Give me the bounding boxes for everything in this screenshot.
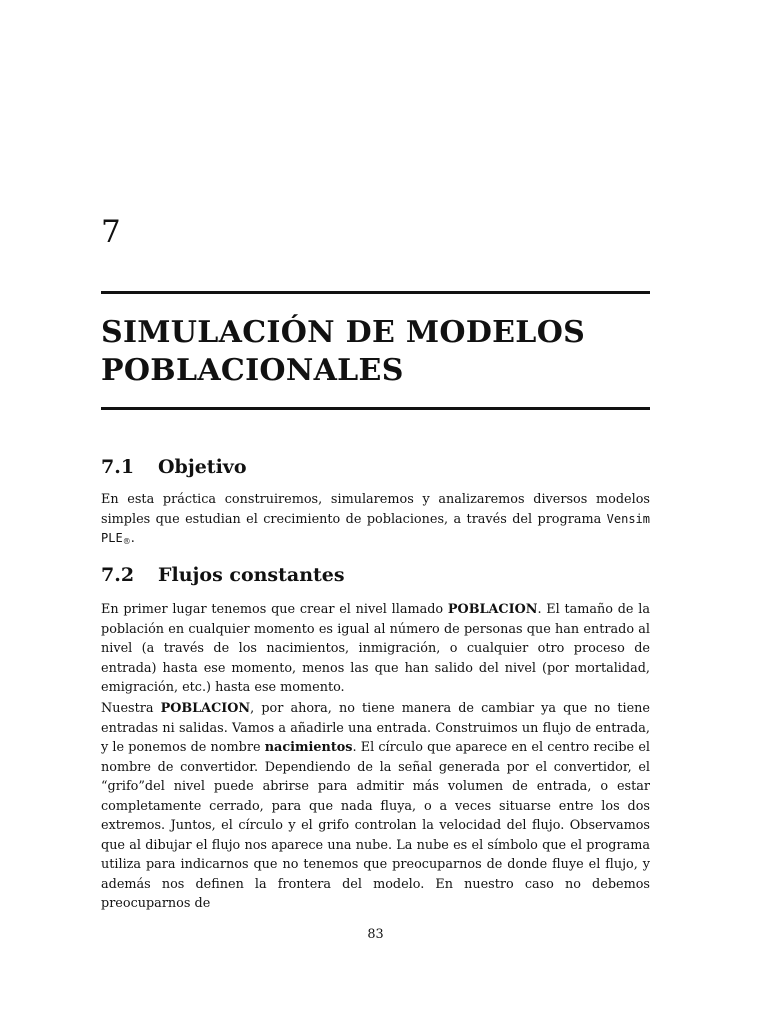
bold-term: POBLACION (447, 602, 538, 617)
page-number: 83 (367, 927, 384, 942)
paragraph-text: Nuestra (101, 701, 161, 716)
section-number: 7.1 (101, 456, 135, 478)
paragraph-text: . (130, 531, 135, 546)
paragraph-text: . El tamaño de la población en cualquier momento es igual al número de personas que han entrado al nivel (a través de los nacimientos, inmigración, o cualquier otro proceso de entrada) hasta ese momento, menos las que han salido del nivel (por mortalidad, emigración, etc.) hasta ese momento. (101, 602, 650, 695)
chapter-number: 7 (101, 214, 121, 250)
paragraph-text: En esta práctica construiremos, simularemos y analizaremos diversos modelos simples que estudian el crecimiento de poblaciones, a través del programa (101, 492, 650, 527)
paragraph-flujos-2 (101, 699, 650, 914)
top-rule (101, 291, 650, 294)
section-title: Objetivo (158, 456, 247, 478)
document-page (101, 0, 650, 1024)
program-name: Vensim PLE (101, 511, 650, 545)
paragraph-flujos-1 (101, 600, 650, 698)
paragraph-text: . El círculo que aparece en el centro recibe el nombre de convertidor. Dependiendo de la señal generada por el convertidor, el “grifo”del nivel puede abrirse para admitir más volumen de entrada, o estar completamente cerrado, para que nada fluya, o a veces situarse entre los dos extremos. Juntos, el círculo y el grifo controlan la velocidad del flujo. Observamos que al dibujar el flujo nos aparece una nube. La nube es el símbolo que el programa utiliza para indicarnos que no tenemos que preocuparnos de donde fluye el flujo, y además nos definen la frontera del modelo. En nuestro caso no debemos preocuparnos de (101, 740, 650, 911)
bold-term: POBLACION (160, 701, 251, 716)
registered-mark: ® (122, 537, 131, 546)
section-number: 7.2 (101, 564, 135, 586)
paragraph-text: En primer lugar tenemos que crear el nivel llamado (101, 602, 448, 617)
paragraph-objetivo (101, 490, 650, 552)
bold-term: nacimientos (264, 740, 353, 755)
section-heading-flujos-constantes (101, 562, 345, 588)
section-title: Flujos constantes (158, 564, 345, 586)
section-heading-objetivo (101, 454, 247, 480)
bottom-rule (101, 407, 650, 410)
chapter-title: SIMULACIÓN DE MODELOS POBLACIONALES (101, 315, 586, 388)
paragraph-text: , por ahora, no tiene manera de cambiar ya que no tiene entradas ni salidas. Vamos a añadirle una entrada. Construimos un flujo de entrada, y le ponemos de nombre (101, 701, 650, 755)
